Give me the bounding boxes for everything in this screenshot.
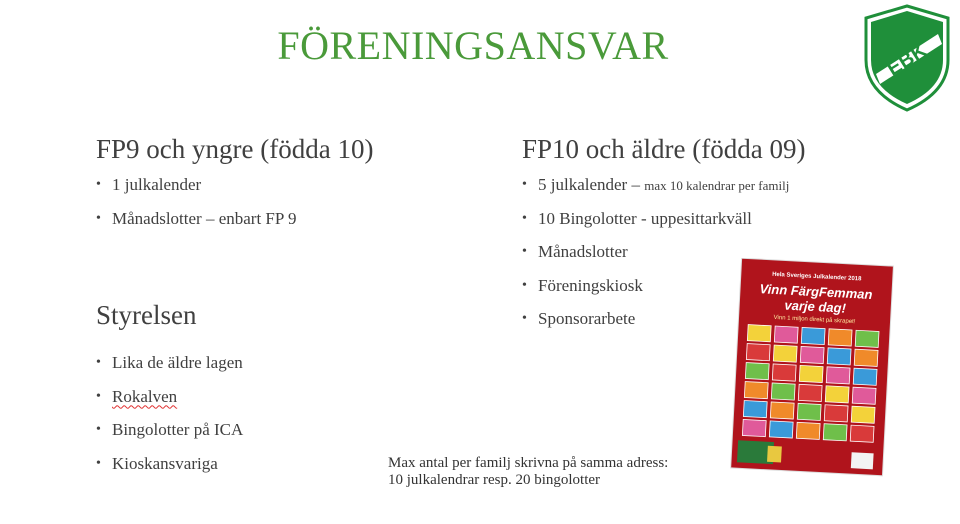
list-item: • 10 Bingolotter - uppesittarkväll [522, 209, 805, 243]
calendar-door [747, 325, 771, 342]
svg-text:Vinn FärgFemman: Vinn FärgFemman [759, 281, 873, 303]
calendar-door [855, 330, 879, 347]
list-item: • Sponsorarbete [522, 309, 805, 343]
calendar-door [827, 348, 851, 365]
styrelsen-section [96, 300, 243, 487]
spellcheck-word: Rokalven [112, 386, 178, 406]
julkalender-image [728, 258, 896, 478]
calendar-door [743, 400, 767, 417]
calendar-door [851, 406, 875, 423]
list-item: • Månadslotter – enbart FP 9 [96, 209, 373, 243]
calendar-door [850, 425, 874, 442]
list-item: • Föreningskiosk [522, 276, 805, 310]
calendar-door [801, 327, 825, 344]
calendar-door [824, 405, 848, 422]
calendar-door [828, 329, 852, 346]
calendar-door [826, 367, 850, 384]
calendar-door [774, 326, 798, 343]
svg-text:Hela Sveriges Julkalender 2018: Hela Sveriges Julkalender 2018 [771, 271, 862, 283]
calendar-door [798, 384, 822, 401]
list-item: • Kioskansvariga [96, 454, 243, 488]
calendar-door [825, 386, 849, 403]
max-note: Max antal per familj skrivna på samma adress: 10 julkalendrar resp. 20 bingolotter [388, 455, 669, 488]
calendar-door [852, 387, 876, 404]
calendar-door [770, 402, 794, 419]
fp9-heading: FP9 och yngre (födda 10) [96, 134, 374, 164]
calendar-door [773, 345, 797, 362]
calendar-door [771, 383, 795, 400]
fp10-heading: FP10 och äldre (födda 09) [522, 134, 806, 164]
calendar-door [854, 349, 878, 366]
calendar-door [853, 368, 877, 385]
list-item: • 1 julkalender [96, 175, 373, 209]
list-item: • Lika de äldre lagen [96, 353, 243, 387]
calendar-door [772, 364, 796, 381]
list-item: • Bingolotter på ICA [96, 420, 243, 454]
calendar-door [746, 344, 770, 361]
calendar-door [800, 346, 824, 363]
calendar-door [823, 424, 847, 441]
calendar-door [769, 421, 793, 438]
calendar-door [799, 365, 823, 382]
calendar-door [744, 382, 768, 399]
styrelsen-heading: Styrelsen [96, 300, 197, 330]
list-item: • 5 julkalender – max 10 kalendrar per familj [522, 175, 805, 209]
svg-text:varje dag!: varje dag! [784, 297, 847, 316]
fp9-section [96, 134, 373, 242]
logo-text: EBK [883, 39, 931, 81]
svg-text:Vinn 1 miljon direkt på skrape: Vinn 1 miljon direkt på skrapet! [773, 314, 856, 326]
ebk-club-logo [862, 4, 952, 112]
calendar-door [742, 419, 766, 436]
calendar-door [745, 363, 769, 380]
calendar-door [796, 422, 820, 439]
list-item [96, 387, 243, 421]
calendar-door [797, 403, 821, 420]
list-item: • Månadslotter [522, 242, 805, 276]
page-title: FÖRENINGSANSVAR [277, 23, 669, 68]
